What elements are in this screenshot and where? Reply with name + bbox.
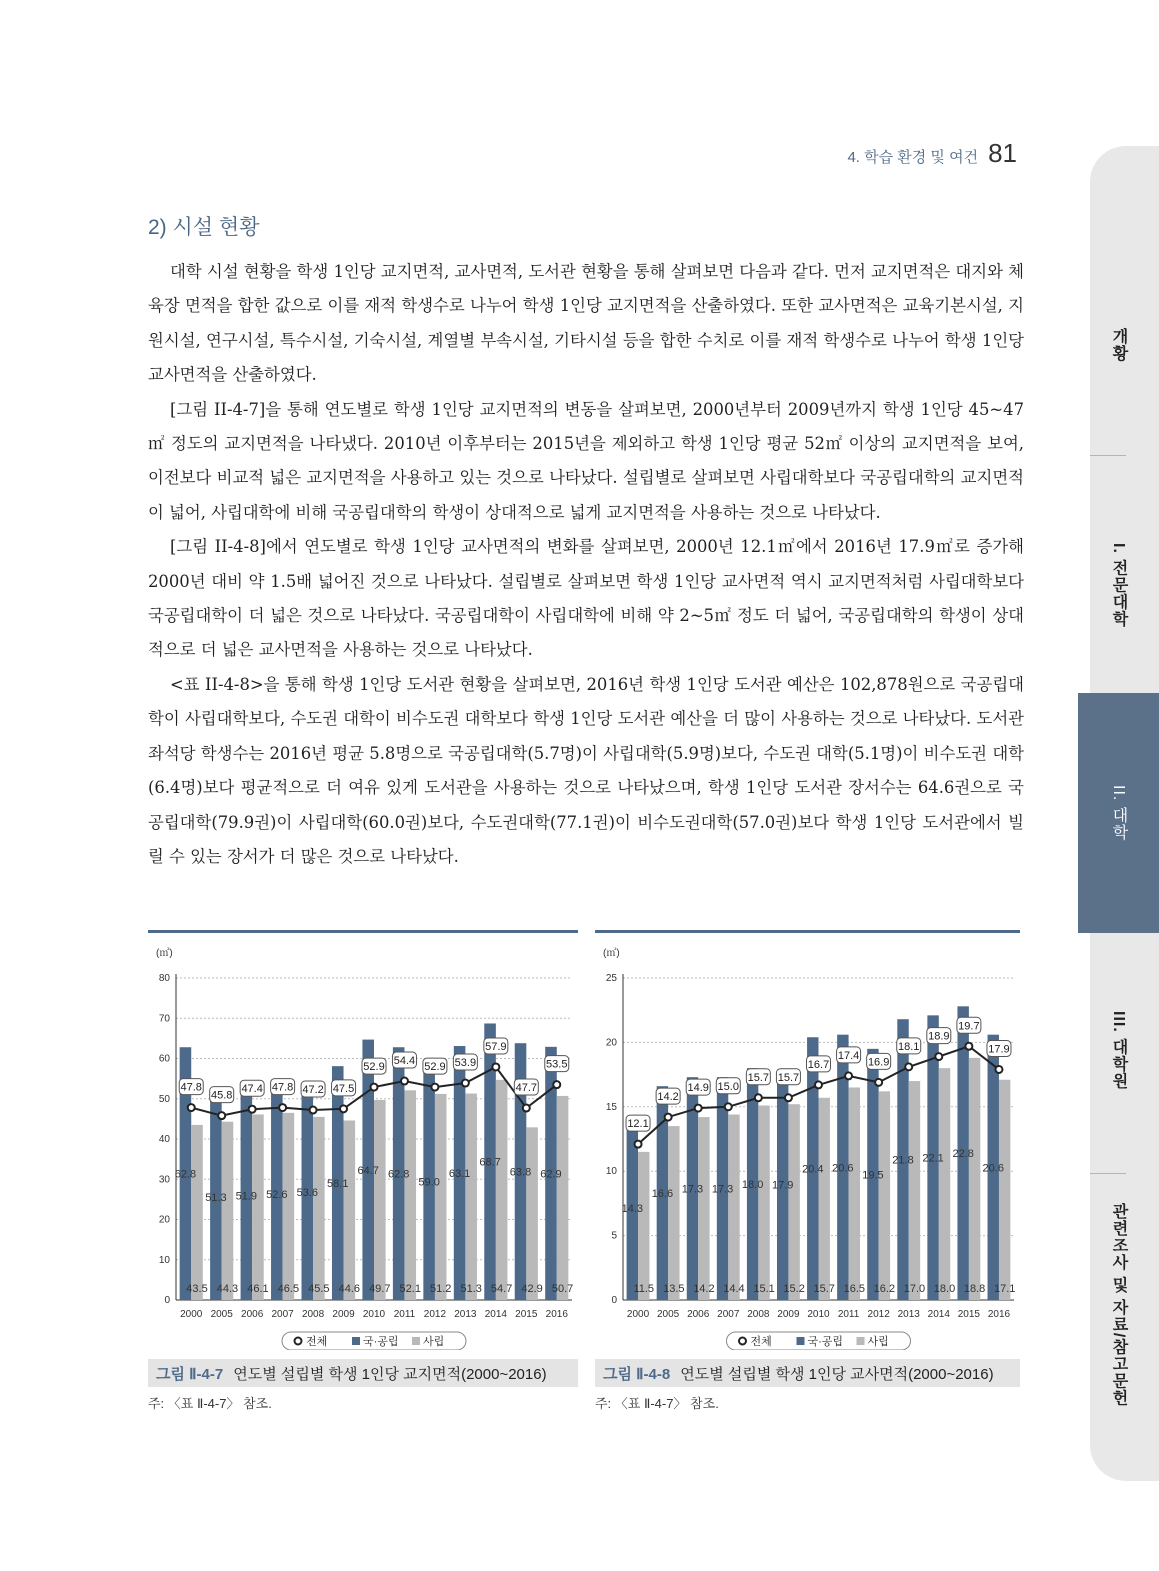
- legend-private: 사립: [867, 1336, 889, 1348]
- point-total: [695, 1105, 702, 1112]
- y-tick-label: 25: [605, 973, 617, 984]
- legend-private: 사립: [423, 1336, 445, 1348]
- tab-label: I. 전문대학: [1110, 542, 1127, 628]
- point-value-total: 16.9: [867, 1056, 890, 1069]
- x-tick-label: 2012: [423, 1309, 447, 1320]
- bar-value-public: 62.8: [174, 1168, 197, 1181]
- y-tick-label: 10: [158, 1254, 170, 1266]
- bar-private: [909, 1081, 920, 1300]
- bar-private: [404, 1090, 416, 1300]
- figure-note: 주: 〈표 Ⅱ-4-7〉 참조.: [148, 1396, 272, 1411]
- bar-value-private: 17.1: [993, 1283, 1016, 1295]
- bar-value-private: 11.5: [633, 1283, 655, 1295]
- point-value-total: 14.9: [687, 1082, 709, 1095]
- point-value-total: 18.1: [898, 1040, 920, 1053]
- x-tick-label: 2012: [867, 1309, 890, 1320]
- x-tick-label: 2005: [210, 1309, 233, 1320]
- y-tick-label: 20: [158, 1214, 170, 1226]
- tab-university[interactable]: [1078, 693, 1159, 933]
- bar-value-public: 51.3: [205, 1191, 227, 1204]
- bar-private: [526, 1127, 538, 1300]
- bar-value-public: 53.6: [296, 1187, 319, 1200]
- bar-value-public: 20.4: [802, 1163, 824, 1176]
- bar-value-private: 51.3: [460, 1283, 482, 1295]
- bar-value-public: 58.1: [327, 1178, 349, 1191]
- bar-private: [344, 1120, 356, 1300]
- bar-value-public: 68.7: [479, 1156, 501, 1169]
- bar-value-private: 51.2: [429, 1283, 452, 1295]
- bar-private: [313, 1117, 325, 1300]
- bar-value-private: 15.2: [783, 1283, 805, 1295]
- bar-value-public: 17.3: [711, 1183, 734, 1196]
- bar-value-private: 45.5: [308, 1283, 330, 1295]
- legend-public: 국·공립: [807, 1336, 844, 1348]
- bar-value-private: 14.2: [693, 1283, 715, 1295]
- point-value-total: 14.2: [657, 1091, 679, 1104]
- page-number: 81: [988, 138, 1017, 168]
- bar-value-public: 64.7: [357, 1164, 379, 1177]
- chart-top-rule: [148, 930, 578, 933]
- point-value-total: 52.9: [363, 1061, 385, 1074]
- bar-value-public: 63.1: [448, 1168, 471, 1181]
- bar-private: [819, 1098, 830, 1300]
- bar-value-public: 63.8: [509, 1166, 532, 1179]
- bar-value-public: 51.9: [235, 1190, 258, 1203]
- bar-value-public: 62.9: [540, 1168, 562, 1181]
- bar-value-private: 46.1: [247, 1283, 269, 1295]
- bar-value-private: 43.5: [186, 1283, 208, 1295]
- bar-private: [283, 1113, 295, 1300]
- point-total: [431, 1084, 438, 1091]
- bar-value-public: 21.8: [892, 1154, 914, 1167]
- caption-label: 그림 Ⅱ-4-8: [603, 1365, 671, 1383]
- caption-title: 연도별 설립별 학생 1인당 교사면적(2000~2016): [680, 1365, 994, 1383]
- point-total: [815, 1081, 822, 1088]
- bar-value-public: 17.3: [681, 1183, 704, 1196]
- x-tick-label: 2005: [656, 1309, 680, 1320]
- figure-caption: [595, 1359, 1020, 1387]
- bar-value-public: 17.9: [771, 1179, 794, 1192]
- bar-private: [557, 1096, 569, 1300]
- figure-note: 주: 〈표 Ⅱ-4-7〉 참조.: [595, 1396, 719, 1411]
- paragraph: [그림 II-4-8]에서 연도별로 학생 1인당 교사면적의 변화를 살펴보면, 2000년 12.1㎡에서 2016년 17.9㎡로 증가해 2000년 대비 약 1.5배 넓어진 것으로 나타났다. 설립별로 살펴보면 학생 1인당 교사면적 역시 교지면적처럼 사립대학보다 국공립대학이 더 넓은 것으로 나타났다. 국공립대학이 사립대학에 비해 약 2~5㎡ 정도 더 넓어, 국공립대학의 학생이 상대적으로 더 넓은 교사면적을 사용하는 것으로 나타났다.: [148, 537, 1024, 660]
- bar-value-public: 16.6: [651, 1188, 674, 1201]
- x-tick-label: 2014: [484, 1309, 507, 1320]
- chart-building-area: [595, 930, 1020, 1350]
- bar-value-public: 59.0: [418, 1176, 440, 1189]
- point-total: [553, 1081, 560, 1088]
- chart-campus-area: [148, 930, 578, 1350]
- y-tick-label: 50: [158, 1093, 170, 1105]
- point-value-total: 18.9: [928, 1030, 950, 1043]
- y-tick-label: 60: [158, 1053, 170, 1065]
- point-total: [340, 1105, 347, 1112]
- y-tick-label: 80: [158, 973, 170, 984]
- bar-value-private: 52.1: [399, 1283, 421, 1295]
- point-value-total: 45.8: [210, 1089, 233, 1102]
- point-value-total: 52.9: [424, 1061, 446, 1074]
- point-value-total: 47.8: [180, 1081, 202, 1094]
- tab-divider: [1090, 455, 1126, 456]
- section-title: 2) 시설 현황: [148, 216, 260, 239]
- x-tick-label: 2006: [687, 1309, 710, 1320]
- point-value-total: 15.0: [717, 1080, 739, 1093]
- point-total: [755, 1094, 762, 1101]
- point-value-total: 19.7: [958, 1020, 980, 1033]
- point-value-total: 12.1: [627, 1118, 649, 1131]
- bar-value-private: 42.9: [521, 1283, 543, 1295]
- bar-value-private: 18.8: [963, 1283, 986, 1295]
- bar-private: [496, 1080, 508, 1300]
- point-total: [401, 1078, 408, 1085]
- bar-value-public: 52.6: [266, 1189, 288, 1202]
- legend-swatch-public: [797, 1337, 805, 1345]
- tab-graduate-school[interactable]: [1078, 960, 1159, 1140]
- bar-value-public: 18.0: [741, 1179, 764, 1192]
- tab-label: 관련조사 및 자료/참고문헌: [1110, 1203, 1127, 1407]
- caption-title: 연도별 설립별 학생 1인당 교지면적(2000~2016): [233, 1365, 547, 1383]
- running-header: [847, 138, 1017, 169]
- point-total: [492, 1063, 499, 1070]
- legend-swatch-private: [857, 1337, 865, 1345]
- paragraph: 대학 시설 현황을 학생 1인당 교지면적, 교사면적, 도서관 현황을 통해 살펴보면 다음과 같다. 먼저 교지면적은 대지와 체육장 면적을 합한 값으로 이를 재적 학생수로 나누어 학생 1인당 교지면적을 산출하였다. 또한 교사면적은 교육기본시설, 지원시설, 연구시설, 특수시설, 기숙시설, 계열별 부속시설, 기타시설 등을 합한 수치로 이를 재적 학생수로 나누어 학생 1인당 교사면적을 산출하였다.: [148, 262, 1024, 385]
- bar-value-private: 44.3: [216, 1283, 239, 1295]
- chart-svg: [595, 936, 1020, 1350]
- x-tick-label: 2016: [545, 1309, 568, 1320]
- bar-value-public: 20.6: [982, 1162, 1004, 1175]
- point-total: [188, 1104, 195, 1111]
- x-tick-label: 2013: [454, 1309, 477, 1320]
- bar-private: [788, 1104, 799, 1300]
- point-total: [665, 1114, 672, 1121]
- tab-divider: [1090, 1173, 1126, 1174]
- bar-private: [969, 1058, 980, 1300]
- bar-value-private: 18.0: [933, 1283, 956, 1295]
- x-tick-label: 2015: [515, 1309, 538, 1320]
- x-tick-label: 2009: [332, 1309, 355, 1320]
- point-value-total: 47.7: [515, 1082, 538, 1095]
- point-total: [462, 1080, 469, 1087]
- bar-private: [191, 1125, 203, 1300]
- point-value-total: 47.2: [302, 1084, 324, 1097]
- bar-value-public: 19.5: [862, 1169, 884, 1182]
- point-value-total: 57.9: [485, 1040, 507, 1053]
- y-tick-label: 0: [611, 1295, 617, 1306]
- figure-caption: [148, 1359, 578, 1387]
- bar-private: [999, 1080, 1010, 1300]
- bar-value-private: 17.0: [903, 1283, 926, 1295]
- point-value-total: 15.7: [747, 1071, 770, 1084]
- x-tick-label: 2007: [717, 1309, 740, 1320]
- point-total: [523, 1105, 530, 1112]
- bar-value-private: 15.1: [753, 1283, 775, 1295]
- header-section: 4. 학습 환경 및 여건: [847, 149, 979, 166]
- chart-svg: [148, 936, 578, 1350]
- point-value-total: 15.7: [777, 1071, 800, 1084]
- bar-value-private: 14.4: [723, 1283, 745, 1295]
- bar-value-public: 14.3: [621, 1202, 644, 1215]
- bar-value-private: 16.2: [873, 1283, 896, 1295]
- bar-private: [222, 1122, 234, 1300]
- point-total: [725, 1103, 732, 1110]
- x-tick-label: 2008: [747, 1309, 770, 1320]
- bar-value-private: 46.5: [277, 1283, 300, 1295]
- bar-private: [252, 1114, 264, 1300]
- bar-private: [879, 1091, 890, 1300]
- bar-private: [465, 1094, 477, 1300]
- bar-value-private: 49.7: [369, 1283, 391, 1295]
- point-value-total: 16.7: [807, 1058, 830, 1071]
- x-tick-label: 2010: [807, 1309, 830, 1320]
- legend-total: 전체: [750, 1336, 772, 1348]
- tab-overview[interactable]: [1078, 270, 1159, 420]
- point-value-total: 53.5: [546, 1058, 568, 1071]
- chart-top-rule: [595, 930, 1020, 933]
- unit-label: (㎡): [603, 948, 620, 959]
- point-total: [635, 1141, 642, 1148]
- tab-label: II. 대학: [1110, 785, 1127, 841]
- bar-value-public: 20.6: [832, 1162, 854, 1175]
- body-text: [148, 255, 1024, 874]
- x-tick-label: 2011: [837, 1309, 860, 1320]
- point-value-total: 17.4: [837, 1049, 860, 1062]
- x-tick-label: 2000: [626, 1309, 650, 1320]
- x-tick-label: 2007: [271, 1309, 294, 1320]
- bar-private: [638, 1152, 649, 1300]
- point-total: [249, 1106, 256, 1113]
- bar-private: [849, 1087, 860, 1300]
- x-tick-label: 2014: [927, 1309, 950, 1320]
- x-tick-label: 2006: [241, 1309, 264, 1320]
- bar-private: [728, 1115, 739, 1300]
- x-tick-label: 2009: [777, 1309, 800, 1320]
- point-total: [935, 1053, 942, 1060]
- bar-private: [939, 1068, 950, 1300]
- legend-marker-total: [739, 1338, 746, 1345]
- x-tick-label: 2015: [957, 1309, 981, 1320]
- point-value-total: 53.9: [454, 1057, 477, 1070]
- bar-value-private: 13.5: [663, 1283, 685, 1295]
- y-tick-label: 15: [605, 1101, 617, 1113]
- y-tick-label: 20: [605, 1037, 617, 1049]
- legend-swatch-private: [412, 1337, 420, 1345]
- tab-references[interactable]: [1078, 1190, 1159, 1420]
- bar-private: [698, 1117, 709, 1300]
- bar-value-public: 62.8: [387, 1168, 410, 1181]
- legend-total: 전체: [306, 1336, 328, 1348]
- y-tick-label: 10: [605, 1166, 617, 1178]
- bar-value-public: 22.8: [952, 1148, 974, 1161]
- point-total: [875, 1079, 882, 1086]
- bar-value-private: 44.6: [338, 1283, 361, 1295]
- caption-label: 그림 Ⅱ-4-7: [156, 1365, 224, 1383]
- bar-value-private: 16.5: [843, 1283, 866, 1295]
- paragraph: [그림 II-4-7]을 통해 연도별로 학생 1인당 교지면적의 변동을 살펴보면, 2000년부터 2009년까지 학생 1인당 45~47㎡ 정도의 교지면적을 나타냈다. 2010년 이후부터는 2015년을 제외하고 학생 1인당 평균 52㎡ 이상의 교지면적을 보여, 이전보다 비교적 넓은 교지면적을 사용하고 있는 것으로 나타났다. 설립별로 살펴보면 사립대학보다 국공립대학의 교지면적이 넓어, 사립대학에 비해 국공립대학의 학생이 상대적으로 넓게 교지면적을 사용하는 것으로 나타났다.: [148, 399, 1024, 522]
- bar-value-private: 15.7: [813, 1283, 835, 1295]
- x-tick-label: 2011: [393, 1309, 416, 1320]
- tab-junior-college[interactable]: [1078, 490, 1159, 680]
- y-tick-label: 40: [158, 1134, 170, 1145]
- unit-label: (㎡): [156, 948, 173, 959]
- point-total: [279, 1104, 286, 1111]
- bar-value-private: 50.7: [551, 1283, 574, 1295]
- bar-value-private: 54.7: [490, 1283, 513, 1295]
- point-value-total: 17.9: [988, 1043, 1010, 1056]
- x-tick-label: 2010: [362, 1309, 386, 1320]
- point-total: [218, 1112, 225, 1119]
- legend-swatch-public: [352, 1337, 360, 1345]
- y-tick-label: 70: [158, 1013, 170, 1025]
- legend-marker-total: [295, 1338, 302, 1345]
- y-tick-label: 30: [158, 1174, 170, 1186]
- bar-private: [374, 1100, 386, 1300]
- bar-private: [435, 1094, 447, 1300]
- point-total: [845, 1072, 852, 1079]
- point-total: [965, 1043, 972, 1050]
- legend-public: 국·공립: [363, 1336, 399, 1348]
- x-tick-label: 2008: [301, 1309, 325, 1320]
- x-tick-label: 2016: [987, 1309, 1011, 1320]
- point-value-total: 47.8: [271, 1081, 294, 1094]
- bar-private: [758, 1106, 769, 1300]
- bar-private: [668, 1126, 679, 1300]
- y-tick-label: 0: [164, 1295, 170, 1306]
- point-total: [371, 1084, 378, 1091]
- x-tick-label: 2000: [180, 1309, 203, 1320]
- y-tick-label: 5: [611, 1230, 617, 1242]
- point-total: [310, 1107, 317, 1114]
- point-total: [785, 1094, 792, 1101]
- point-total: [995, 1066, 1002, 1073]
- tab-label: III. 대학원: [1110, 1010, 1127, 1090]
- point-value-total: 54.4: [393, 1055, 416, 1068]
- point-value-total: 47.4: [241, 1083, 263, 1096]
- tab-label: 개황: [1110, 328, 1127, 362]
- point-value-total: 47.5: [332, 1082, 355, 1095]
- bar-value-public: 22.1: [922, 1152, 944, 1165]
- x-tick-label: 2013: [897, 1309, 920, 1320]
- paragraph: <표 II-4-8>을 통해 학생 1인당 도서관 현황을 살펴보면, 2016년 학생 1인당 도서관 예산은 102,878원으로 국공립대학이 사립대학보다, 수도권 대학이 비수도권 대학보다 학생 1인당 도서관 예산을 더 많이 사용하는 것으로 나타났다. 도서관 좌석당 학생수는 2016년 평균 5.8명으로 국공립대학(5.7명)이 사립대학(5.9명)보다, 수도권 대학(5.1명)이 비수도권 대학(6.4명)보다 평균적으로 더 여유 있게 도서관을 사용하는 것으로 나타났으며, 학생 1인당 도서관 장서수는 64.6권으로 국공립대학(79.9권)이 사립대학(60.0권)보다, 수도권대학(77.1권)이 비수도권대학(57.0권)보다 학생 1인당 도서관에서 빌릴 수 있는 장서가 더 많은 것으로 나타났다.: [148, 674, 1024, 866]
- point-total: [905, 1063, 912, 1070]
